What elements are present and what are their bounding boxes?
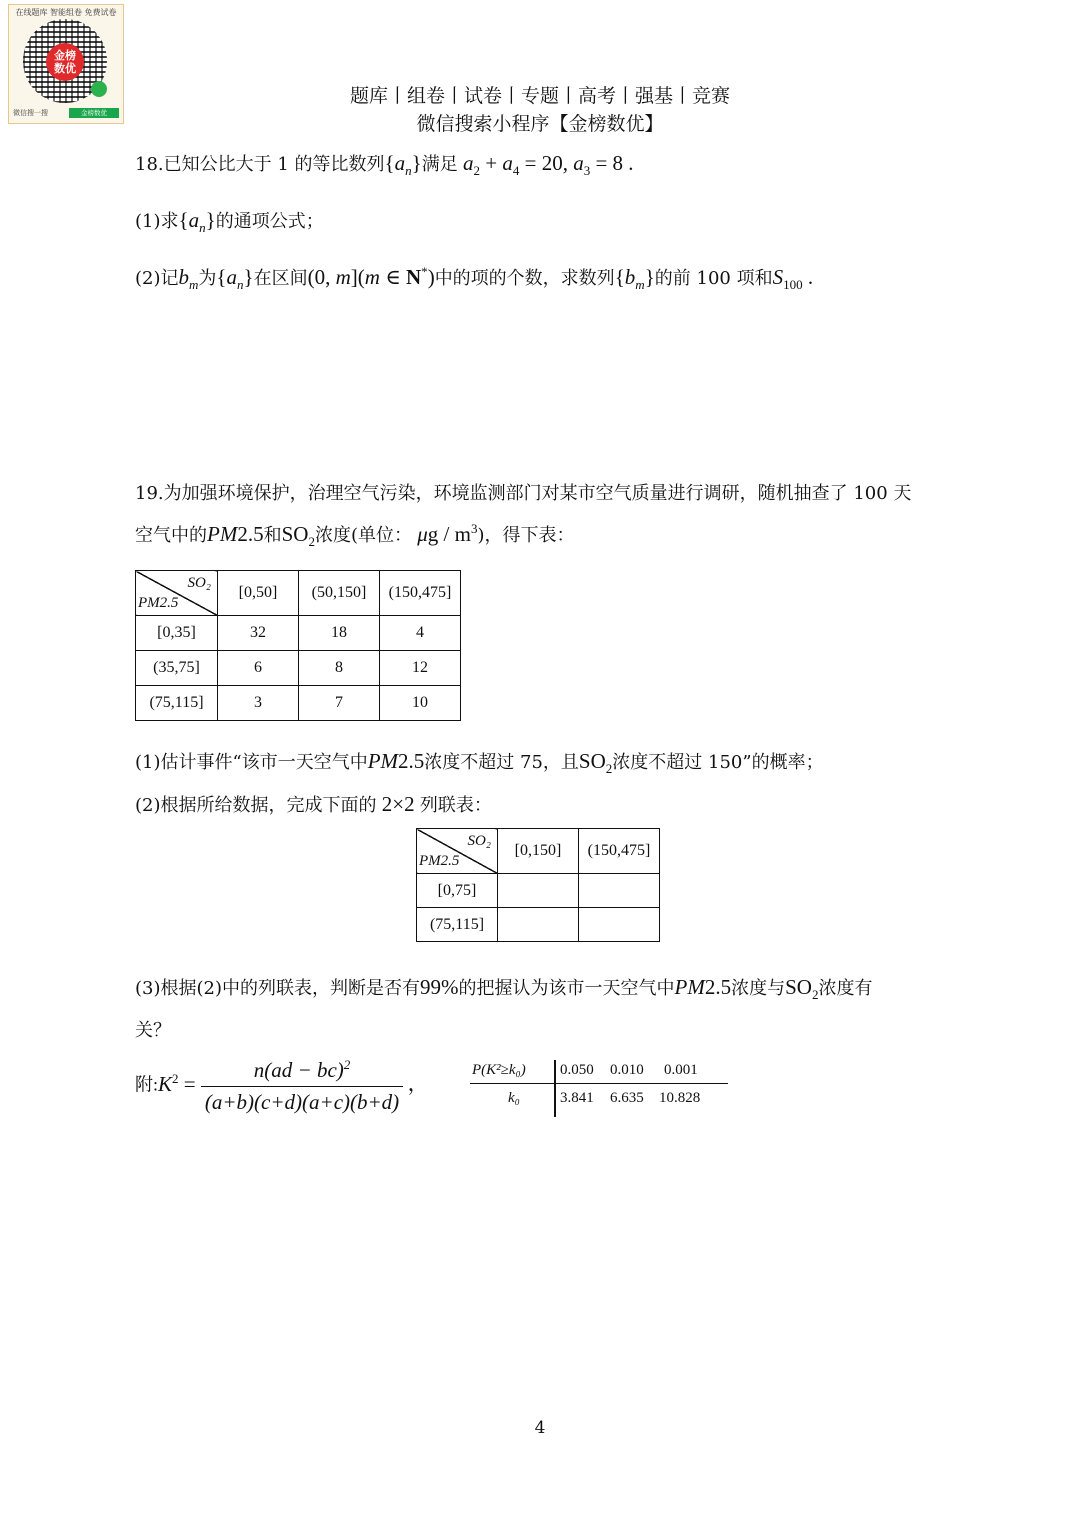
cell — [579, 874, 660, 908]
pm25-2: PM2.5 — [367, 749, 425, 773]
q18-stem-mid: 满足 — [421, 154, 458, 175]
q18-part1 — [135, 207, 324, 236]
cell: 18 — [299, 616, 380, 651]
cell: 4 — [380, 616, 461, 651]
ktable-p-label: P(K²≥k₀) — [472, 1062, 526, 1078]
cell: 12 — [380, 651, 461, 686]
k2-formula — [135, 1058, 429, 1115]
so2-2: $SO_2$ — [578, 749, 613, 777]
row-label: (35,75] — [136, 651, 218, 686]
pm25-3: PM2.5 — [674, 975, 732, 999]
q19-part3-pre: (3)根据(2)中的列联表，判断是否有 — [135, 978, 420, 999]
q18-part1-pre: (1)求 — [135, 211, 179, 232]
table-corner — [136, 571, 218, 616]
header-subtitle: 微信搜索小程序【金榜数优】 — [416, 113, 664, 135]
q18-stem — [135, 150, 634, 179]
q19-stem-2-conc: 浓度(单位： — [314, 525, 412, 546]
logo-badge — [46, 43, 84, 81]
row-label: [0,35] — [136, 616, 218, 651]
contingency-table — [416, 828, 660, 942]
k2-numerator: n(ad − bc)$^2$ — [201, 1058, 403, 1087]
ktable-cell: 3.841 — [560, 1090, 594, 1106]
table-row — [136, 686, 461, 721]
unit: μg / $m^3$ — [417, 521, 478, 546]
cell — [579, 908, 660, 942]
cell: 10 — [380, 686, 461, 721]
cell: 32 — [218, 616, 299, 651]
cell: 8 — [299, 651, 380, 686]
corner-pm25: PM2.5 — [419, 853, 460, 869]
page-number: 4 — [534, 1418, 546, 1438]
q18-part2-pre: (2)记 — [135, 268, 179, 289]
q19-part1 — [135, 748, 824, 777]
q18-condition: $a_2 + a_4 = 20$, $a_3 = 8$ . — [462, 151, 634, 179]
table-row — [417, 908, 660, 942]
ktable-cell: 0.001 — [664, 1062, 698, 1078]
critical-value-table — [470, 1060, 728, 1118]
cell: 7 — [299, 686, 380, 721]
pm25-num: 2.5 — [237, 522, 264, 546]
table-row — [136, 616, 461, 651]
q19-part3-line1 — [135, 974, 873, 1003]
row-label: [0,75] — [417, 874, 498, 908]
ktable-cell: 0.050 — [560, 1062, 594, 1078]
q19-stem-2-post: )，得下表： — [477, 525, 575, 546]
seq-an: $\{a_n\}$ — [384, 151, 422, 179]
row-label: (75,115] — [136, 686, 218, 721]
k2-num-text: n(ad − bc) — [253, 1058, 344, 1082]
logo-center-text-1: 金榜 — [54, 49, 76, 62]
table-corner — [417, 829, 498, 874]
appendix-label: 附: — [135, 1074, 159, 1095]
q18-part2-post: 的前 100 项和 — [654, 268, 773, 289]
cell: 3 — [218, 686, 299, 721]
q19-part3-line2: 关？ — [135, 1020, 171, 1041]
pm25: PM — [207, 522, 238, 546]
ktable-vline — [554, 1060, 556, 1117]
cell — [498, 908, 579, 942]
logo-center-text-2: 数优 — [54, 62, 76, 75]
k2-lhs: $K^2$ = — [158, 1070, 201, 1096]
q19-part3-post: 浓度有 — [818, 978, 873, 999]
cell — [498, 874, 579, 908]
q18-part1-post: 的通项公式； — [215, 211, 324, 232]
corner-pm25: PM2.5 — [138, 595, 179, 611]
q19-part1-mid: 浓度不超过 75，且 — [424, 752, 579, 773]
q18-stem-pre: 18.已知公比大于 1 的等比数列 — [135, 154, 385, 175]
q19-stem-2-pre: 空气中的 — [135, 525, 207, 546]
q19-part2-pre: (2)根据所给数据，完成下面的 — [135, 795, 377, 816]
corner-so2: SO₂ — [467, 833, 491, 849]
col-header: (50,150] — [299, 571, 380, 616]
bm: $b_m$ — [178, 265, 199, 293]
q18-part2 — [135, 264, 814, 293]
so2: $SO_2$ — [281, 522, 315, 550]
logo-top-text: 在线题库 智能组卷 免费试卷 — [15, 8, 117, 17]
table-row — [136, 651, 461, 686]
col-header: (150,475] — [579, 829, 660, 874]
q18-part2-interval: 在区间 — [253, 268, 308, 289]
seq-bm: $\{b_m\}$ — [614, 265, 655, 293]
header-nav: 题库丨组卷丨试卷丨专题丨高考丨强基丨竞赛 — [349, 85, 730, 107]
cell: 6 — [218, 651, 299, 686]
q19-part3-mid2: 浓度与 — [731, 978, 786, 999]
ktable-k-label: k₀ — [508, 1090, 520, 1106]
q19-part1-post: 浓度不超过 150”的概率； — [612, 752, 824, 773]
q19-part2-post: 列联表： — [419, 795, 492, 816]
q19-stem-1: 19.为加强环境保护，治理空气污染，环境监测部门对某市空气质量进行调研，随机抽查了 100 天 — [135, 483, 912, 504]
comma: ， — [407, 1071, 429, 1096]
ktable-hline — [470, 1083, 728, 1084]
q19-stem-2-and: 和 — [263, 525, 282, 546]
ktable-cell: 6.635 — [610, 1090, 644, 1106]
interval: (0, m](m ∈ N*) — [307, 264, 435, 289]
seq-an-3: $\{a_n\}$ — [216, 265, 254, 293]
q18-part2-count: 中的项的个数，求数列 — [434, 268, 615, 289]
q18-part2-for: 为 — [198, 268, 217, 289]
q19-part3-mid: 的把握认为该市一天空气中 — [458, 978, 675, 999]
q19-part3-pct: 99% — [420, 975, 459, 999]
logo-bottom-text: 微信搜一搜 — [13, 109, 48, 117]
ktable-cell: 10.828 — [659, 1090, 701, 1106]
two-by-two: 2×2 — [376, 792, 420, 816]
col-header: [0,50] — [218, 571, 299, 616]
table-row — [417, 874, 660, 908]
q19-part2 — [135, 791, 492, 817]
q19-part1-pre: (1)估计事件“该市一天空气中 — [135, 752, 368, 773]
seq-an-2: $\{a_n\}$ — [178, 208, 216, 236]
corner-so2: SO₂ — [187, 575, 211, 591]
data-table — [135, 570, 461, 721]
logo-bottom-green: 金榜数优 — [69, 108, 119, 118]
k2-fraction — [201, 1058, 403, 1115]
s100: $S_{100}$ . — [772, 265, 814, 293]
col-header: [0,150] — [498, 829, 579, 874]
k2-denominator: (a+b)(c+d)(a+c)(b+d) — [204, 1090, 400, 1114]
so2-3: $SO_2$ — [785, 975, 819, 1003]
col-header: (150,475] — [380, 571, 461, 616]
q19-stem-2 — [135, 521, 575, 550]
ktable-cell: 0.010 — [610, 1062, 644, 1078]
row-label: (75,115] — [417, 908, 498, 942]
